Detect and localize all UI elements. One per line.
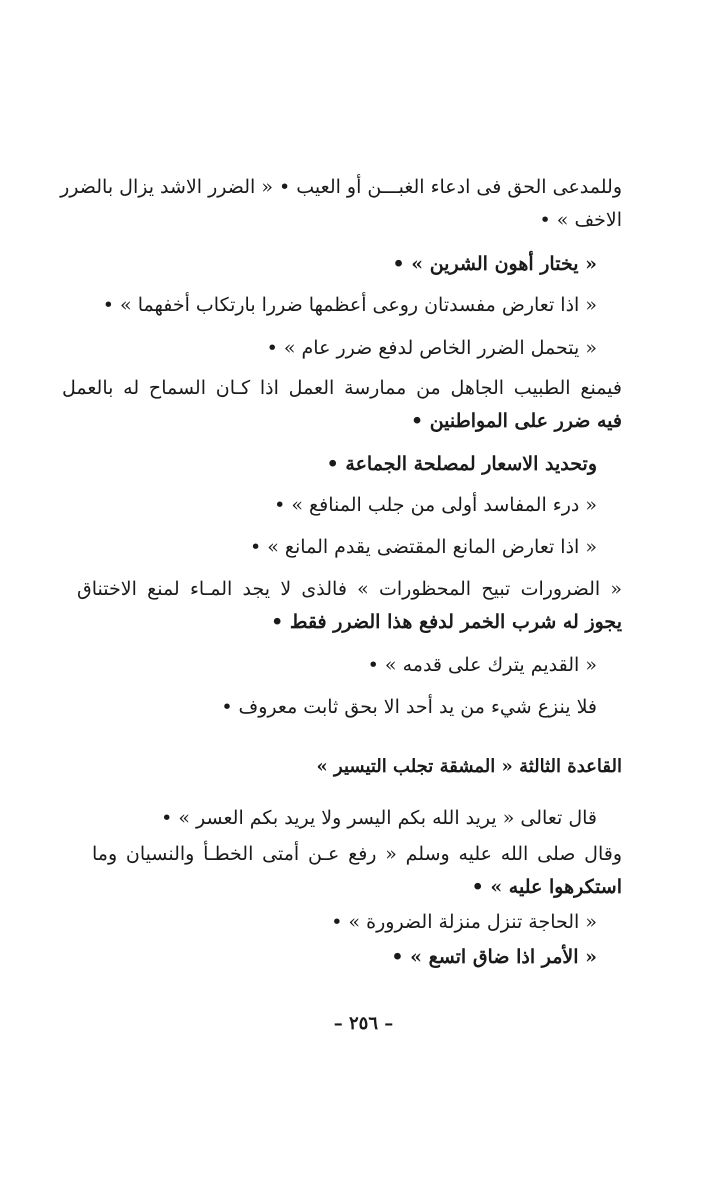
rule-line-8: « الأمر اذا ضاق اتسع » • [391,946,597,968]
quote-line-2: وقال صلى الله عليه وسلم « رفع عـن أمتى الخطـأ والنسيان وما [92,843,622,865]
quote-line-1: قال تعالى « يريد الله بكم اليسر ولا يريد بكم العسر » • [161,807,597,829]
text-line-8: فلا ينزع شيء من يد أحد الا بحق ثابت معروف • [221,696,597,718]
text-line-5: وتحديد الاسعار لمصلحة الجماعة • [326,453,597,475]
rule-line-3: « يتحمل الضرر الخاص لدفع ضرر عام » • [266,337,597,359]
rule-line-4: « درء المفاسد أولى من جلب المنافع » • [274,494,597,516]
text-line-1: وللمدعى الحق فى ادعاء الغبـــن أو العيب • « الضرر الاشد يزال بالضرر [60,176,622,198]
text-line-7: يجوز له شرب الخمر لدفع هذا الضرر فقط • [271,611,622,633]
quote-line-3: استكرهوا عليه » • [471,876,622,898]
rule-line-7: « الحاجة تنزل منزلة الضرورة » • [331,911,597,933]
text-line-4: فيه ضرر على المواطنين • [410,410,622,432]
text-line-3: فيمنع الطبيب الجاهل من ممارسة العمل اذا كـان السماح له بالعمل [62,377,622,399]
text-line-6: « الضرورات تبيح المحظورات » فالذى لا يجد المـاء لمنع الاختناق [77,578,622,600]
rule-line-2: « اذا تعارض مفسدتان روعى أعظمها ضررا بارتكاب أخفهما » • [102,294,597,316]
rule-line-1: « يختار أهون الشرين » • [392,253,597,275]
rule-line-5: « اذا تعارض المانع المقتضى يقدم المانع » • [249,536,597,558]
rule-line-6: « القديم يترك على قدمه » • [367,654,597,676]
section-heading: القاعدة الثالثة « المشقة تجلب التيسير » [316,756,622,777]
text-line-2: الاخف » • [539,209,622,231]
page-number: – ٢٥٦ – [333,1013,394,1034]
